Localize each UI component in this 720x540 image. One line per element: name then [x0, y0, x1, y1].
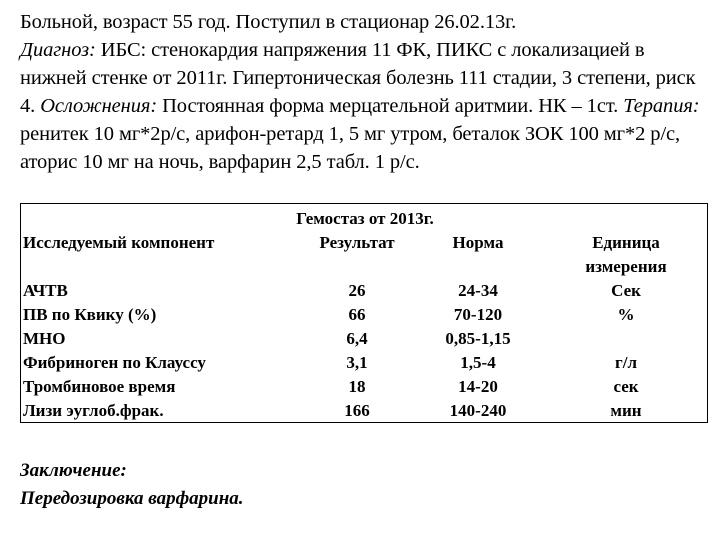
row-norm: 1,5-4 — [460, 353, 496, 372]
row-norm: 140-240 — [449, 401, 507, 420]
header-norm: Норма — [452, 233, 504, 252]
row-norm: 0,85-1,15 — [445, 329, 511, 348]
diagnosis-label: Диагноз: — [20, 39, 96, 61]
conclusion-text: Передозировка варфарина. — [20, 488, 244, 509]
row-result: 66 — [348, 305, 366, 324]
row-component: АЧТВ — [23, 281, 68, 300]
row-unit: мин — [610, 401, 642, 420]
therapy-text: ренитек 10 мг*2р/с, арифон-ретард 1, 5 мг утром, беталок ЗОК 100 мг*2 р/с, аторис 10 мг на ночь, варфарин 2,5 табл. 1 р/с. — [20, 123, 681, 173]
row-result: 3,1 — [346, 353, 368, 372]
conclusion-label: Заключение: — [20, 460, 127, 481]
admission-sentence: Больной, возраст 55 год. Поступил в стационар 26.02.13г. — [20, 11, 517, 33]
row-result: 18 — [348, 377, 366, 396]
row-unit: сек — [613, 377, 639, 396]
row-component: Тромбиновое время — [23, 377, 176, 396]
header-unit-line1: Единица — [592, 233, 660, 252]
row-component: Фибриноген по Клауссу — [23, 353, 206, 372]
header-component: Исследуемый компонент — [23, 233, 215, 252]
row-unit: Сек — [611, 281, 641, 300]
row-component: Лизи эуглоб.фрак. — [23, 401, 164, 420]
complications-text: Постоянная форма мерцательной аритмии. НК – 1ст. — [157, 95, 624, 117]
row-result: 166 — [344, 401, 370, 420]
hemostasis-table — [20, 203, 708, 423]
row-unit: г/л — [615, 353, 637, 372]
table-title: Гемостаз от 2013г. — [296, 209, 434, 228]
row-norm: 24-34 — [458, 281, 498, 300]
row-norm: 70-120 — [453, 305, 503, 324]
header-unit-line2: измерения — [585, 257, 667, 276]
row-norm: 14-20 — [458, 377, 498, 396]
diagnosis-text: ИБС: стенокардия напряжения 11 ФК, ПИКС с локализацией в нижней стенке от 2011г. Гипертоническая болезнь 111 стадии, 3 степени, риск 4. — [20, 39, 696, 117]
row-unit: % — [617, 305, 635, 324]
header-result: Результат — [319, 233, 395, 252]
case-description — [20, 8, 710, 176]
row-result: 26 — [348, 281, 366, 300]
row-component: ПВ по Квику (%) — [23, 305, 157, 324]
complications-label: Осложнения: — [40, 95, 158, 117]
row-component: МНО — [23, 329, 66, 348]
row-result: 6,4 — [346, 329, 368, 348]
therapy-label: Терапия: — [623, 95, 700, 117]
